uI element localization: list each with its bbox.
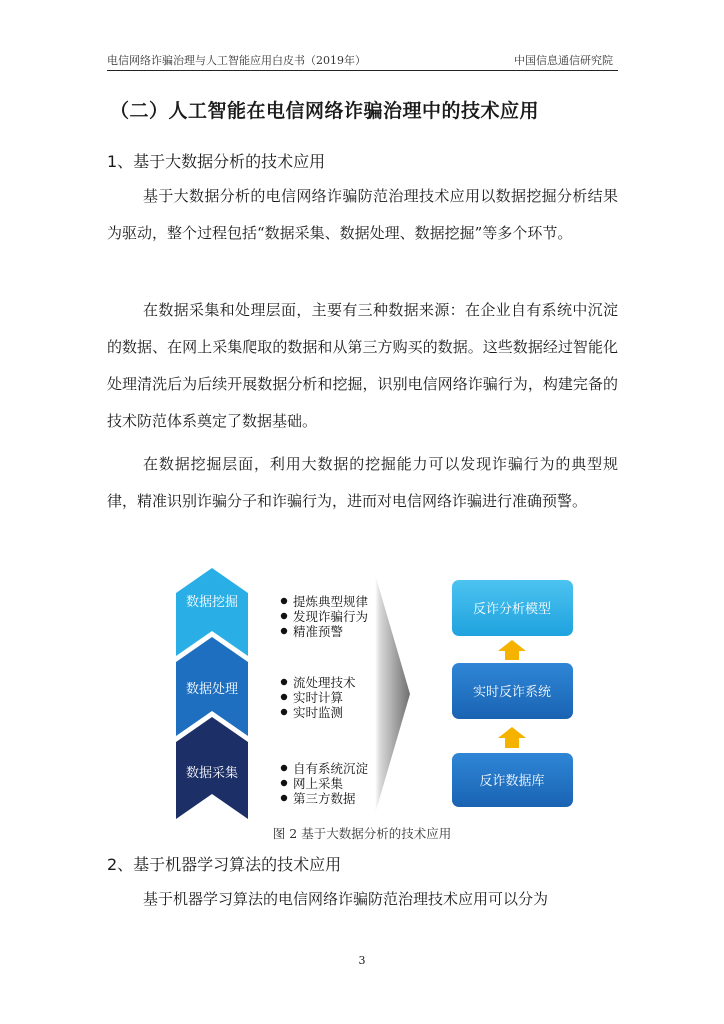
layer-label-collection: 数据采集 xyxy=(185,766,239,781)
bullet-processing-1: 流处理技术 xyxy=(293,675,356,690)
box-label-system: 实时反诈系统 xyxy=(472,685,552,700)
box-label-model: 反诈分析模型 xyxy=(472,602,552,617)
bullet-dot xyxy=(281,598,287,604)
up-arrow-icon xyxy=(498,727,526,748)
header-document-title: 电信网络诈骗治理与人工智能应用白皮书（2019年） xyxy=(107,54,366,67)
bullet-dot xyxy=(281,679,287,685)
bullet-mining-2: 发现诈骗行为 xyxy=(293,609,369,624)
bullet-dot xyxy=(281,795,287,801)
paragraph-1: 基于大数据分析的电信网络诈骗防范治理技术应用以数据挖掘分析结果为驱动，整个过程包括“数据采集、数据处理、数据挖掘”等多个环节。 xyxy=(107,187,618,242)
up-arrow-icon xyxy=(498,640,526,660)
bullet-dot xyxy=(281,780,287,786)
bullet-collection-1: 自有系统沉淀 xyxy=(293,761,369,776)
layer-label-processing: 数据处理 xyxy=(185,682,239,697)
figure-caption: 图 2 基于大数据分析的技术应用 xyxy=(272,826,452,841)
bullet-mining-3: 精准预警 xyxy=(293,624,344,639)
subsection-title-2: 2、基于机器学习算法的技术应用 xyxy=(107,855,342,874)
bullet-processing-2: 实时计算 xyxy=(293,690,344,705)
page-number: 3 xyxy=(358,954,366,967)
bullet-dot xyxy=(281,709,287,715)
bullet-dot xyxy=(281,694,287,700)
paragraph-2: 在数据采集和处理层面，主要有三种数据来源：在企业自有系统中沉淀的数据、在网上采集爬取的数据和从第三方购买的数据。这些数据经过智能化处理清洗后为后续开展数据分析和挖掘，识别电信网络诈骗行为，构建完备的技术防范体系奠定了数据基础。 xyxy=(107,301,618,430)
box-label-database: 反诈数据库 xyxy=(479,774,545,789)
header-organization: 中国信息通信研究院 xyxy=(514,54,613,67)
bullet-dot xyxy=(281,628,287,634)
bullet-processing-3: 实时监测 xyxy=(293,705,344,720)
bullet-dot xyxy=(281,613,287,619)
flow-arrow xyxy=(375,574,410,814)
bullet-collection-3: 第三方数据 xyxy=(293,791,356,806)
bullet-dot xyxy=(281,765,287,771)
section-title: （二）人工智能在电信网络诈骗治理中的技术应用 xyxy=(110,100,540,122)
paragraph-3: 在数据挖掘层面，利用大数据的挖掘能力可以发现诈骗行为的典型规律，精准识别诈骗分子和诈骗行为，进而对电信网络诈骗进行准确预警。 xyxy=(107,455,618,510)
bullet-mining-1: 提炼典型规律 xyxy=(293,594,369,609)
subsection-title-1: 1、基于大数据分析的技术应用 xyxy=(107,152,326,171)
layer-label-mining: 数据挖掘 xyxy=(185,595,239,610)
paragraph-4: 基于机器学习算法的电信网络诈骗防范治理技术应用可以分为 xyxy=(143,890,549,908)
bullet-collection-2: 网上采集 xyxy=(293,776,344,791)
